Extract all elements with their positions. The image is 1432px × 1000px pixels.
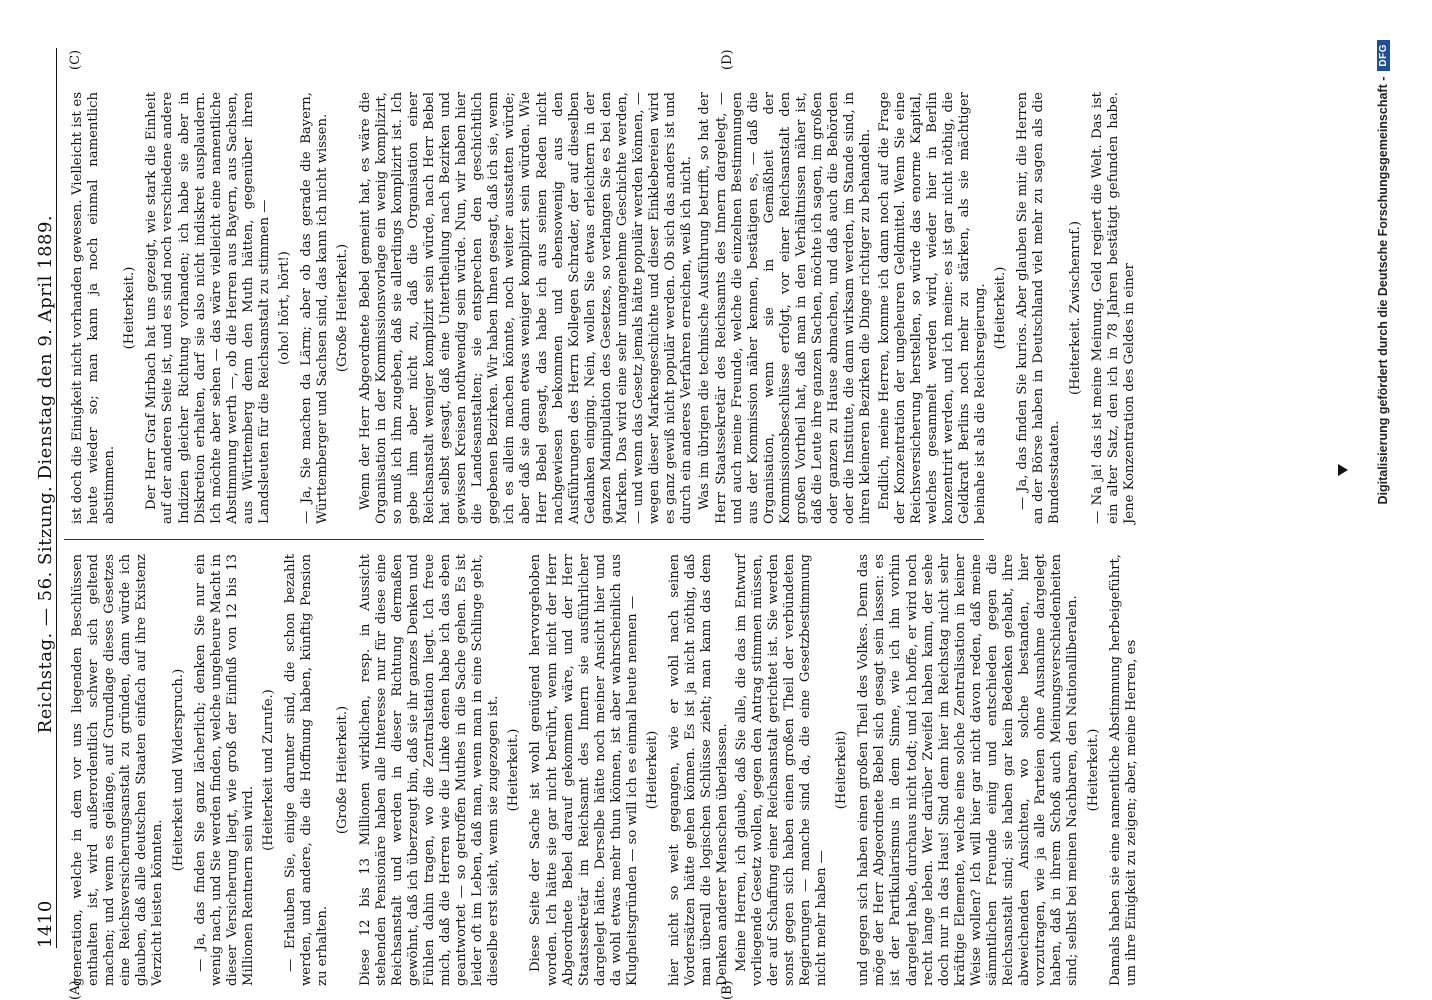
paragraph: — Erlauben Sie, einige darunter sind, die schon bezahlt werden, und andere, die die Hoffnung haben, künftig Pension zu erhalten. <box>283 554 331 986</box>
paragraph: hier nicht so weit gegangen, wie er wohl nach seinen Vordersätzen hätte gehen können. Es ist ja nicht nöthig, daß man überall die logischen Schlüsse zieht; man kann das dem Denken anderer Menschen überlassen. <box>667 554 731 986</box>
paragraph: — Ja, Sie machen da Lärm; aber ob das gerade die Bayern, Württemberger und Sachsen sind, das kann ich nicht wissen. <box>299 92 331 524</box>
digitization-text: Digitalisierung gefördert durch die Deutsche Forschungsgemeinschaft - <box>1376 76 1390 505</box>
dfg-logo: DFG <box>1377 40 1390 71</box>
page-number: 1410 <box>35 900 56 948</box>
paragraph: und gegen sich haben einen großen Theil des Volkes. Denn das möge der Herr Abgeordnete Bebel sich gesagt sein lassen: es ist der Partikularismus in dem Sinne, wie ich ihn vorhin dargelegt habe, durchaus nicht todt; und ich hoffe, er wird noch recht lange leben. Wer darüber Zweifel haben kann, der sehe doch nur in das Haus! Sind denn hier im Reichstag nicht sehr kräftige Elemente, welche eine solche Zentralisation in keiner Weise wollen? Ich will hier gar nicht davon reden, daß meine sämmtlichen Freunde einig und entschieden gegen die Reichsanstalt sind; sie haben gar kein Bedenken gehabt, ihre abweichenden Ansichten, wo solche bestanden, hier vorzutragen, wie ja alle Parteien ohne Ausnahme dargelegt haben, daß in ihrem Schoß auch Meinungsverschiedenheiten sind; selbst bei meinen Nachbaren, den Nationalliberalen. <box>856 554 1081 986</box>
right-column <box>70 92 1140 524</box>
margin-marker-c: (C) <box>68 49 83 70</box>
paragraph: Diese Seite der Sache ist wohl genügend hervorgehoben worden. Ich hätte sie gar nicht berührt, wenn nicht der Herr Abgeordnete Bebel darauf gekommen wäre, und der Herr Staatssekretär im Reichsamt des Innern sie ausführlicher dargelegt hätte. Derselbe hätte noch meiner Ansicht hier und da wohl etwas mehr thun können, ist aber wahrscheinlich aus Klugheitsgründen — so will ich es einmal heute nennen — <box>528 554 640 986</box>
running-head <box>30 48 57 948</box>
paragraph: ist doch die Einigkeit nicht vorhanden gewesen. Vielleicht ist es heute wieder so; man kann ja noch einmal namentlich abstimmen. <box>70 92 118 524</box>
paragraph: Endlich, meine Herren, komme ich dann noch auf die Frage der Konzentration der ungeheuren Geldmittel. Wenn Sie eine Reichsversicherung herstellen, so würde das enorme Kapital, welches gesammelt werden wird, wieder hier in Berlin konzentrirt werden, und ich meine: es ist gar nicht nöthig, die Geldkraft Berlins noch mehr zu stärken, als sie mächtiger beinahe ist als die Reichsregierung. <box>876 92 989 524</box>
stage-direction: (Große Heiterkeit.) <box>335 243 351 373</box>
margin-marker-b: (B) <box>720 980 735 1000</box>
stage-direction: (Heiterkeit) <box>645 730 661 810</box>
margin-marker-a: (A) <box>68 980 83 1000</box>
stage-direction: (Heiterkeit.) <box>1085 728 1101 812</box>
paragraph: Diese 12 bis 13 Millionen wirklichen, resp. in Aussicht stehenden Pensionäre haben alle Interesse nur für diese eine Reichsanstalt und werden in dieser Richtung dermaßen gewöhnt, daß ich überzeugt bin, daß sie ihr ganzes Denken und Fühlen dahin tragen, wo die Zentralstation liegt. Ich freue mich, daß die Herren wie die Linke denen habe ich das eben geantwortet — so getroffen Muthes in die Sache gehen. Es ist leider oft im Leben, daß man, wenn man in eine Schlinge geht, dieselbe erst sieht, wenn sie zugezogen ist. <box>357 554 502 986</box>
paragraph: Damals haben sie eine namentliche Abstimmung herbeigeführt, um ihre Einigkeit zu zeigen; aber, meine Herren, es <box>1107 554 1139 986</box>
stage-direction: (Heiterkeit und Zurufe.) <box>261 689 277 851</box>
paragraph: Was im übrigen die technische Ausführung betrifft, so hat der Herr Staatssekretär des Reichsamts des Innern dargelegt, — und auch meine Freunde, welche die einzelnen Bestimmungen aus der Kommission näher kennen, bestätigen es, — daß die Organisation, wenn sie in Gemäßheit der Kommissionsbeschlüsse erfolgt, vor einer Reichsanstalt den großen Vortheil hat, daß man in den Verhältnissen näher ist, daß die Leute ihre ganzen Sachen, möchte ich sagen, im großen oder ganzen zu Hause abmachen, und daß auch die Behörden oder die Institute, die dann wirksam werden, im Stande sind, in ihren kleineren Bezirken die Dinge richtiger zu behandeln. <box>697 92 874 524</box>
paragraph: Der Herr Graf Mirbach hat uns gezeigt, wie stark die Einheit auf der anderen Seite ist, und es sind noch verschiedene andere Indizien gleicher Richtung vorhanden; ich habe sie aber in Diskretion erhalten, darf sie also nicht indiskret ausplaudern. Ich möchte aber sehen — das wäre vielleicht eine namentliche Abstimmung werth —, ob die Herren aus Bayern, aus Sachsen, aus Württemberg denn den Muth hätten, gegenüber ihren Landsleuten für die Reichsanstalt zu stimmen — <box>144 92 273 524</box>
paragraph: Meine Herren, ich glaube, daß Sie alle, die das im Entwurf vorliegende Gesetz wollen, gegen den Antrag stimmen müssen, der auf Schaffung einer Reichsanstalt gerichtet ist. Sie werden sonst gegen sich haben einen großen Theil der verbündeten Regierungen — manche sind da, die eine Gesetzbestimmung nicht mehr haben — <box>733 554 830 986</box>
left-column <box>70 554 1142 986</box>
stage-direction: (Heiterkeit) <box>834 730 850 810</box>
paragraph: — Na ja! das ist meine Meinung. Geld regiert die Welt. Das ist ein alter Satz, den ich in 78 Jahren bestätigt gefunden habe. Jene Konzentration des Geldes in einer <box>1089 92 1137 524</box>
stage-direction: (oho! hört, hört!) <box>277 251 293 365</box>
page-edge-arrow-icon <box>1338 464 1348 476</box>
paragraph: Wenn der Herr Abgeordnete Bebel gemeint hat, es wäre die Organisation in der Kommissionsvorlage ein wenig komplizirt, so muß ich ihm zugeben, daß sie allerdings komplizirt ist. Ich gebe ihm aber nicht zu, daß die Organisation einer Reichsanstalt weniger komplizirt sein würde, nach Herr Bebel hat selbst gesagt, daß eine Untertheilung nach Bezirken und gewissen Kreisen nothwendig sein würde. Nun, wir haben hier die Landesanstalten; sie entsprechen den geschichtlich gegebenen Bezirken. Wir haben Ihnen gesagt, daß ich sie, wenn ich es allein machen könnte, noch weiter ausstatten würde; aber daß sie dann etwas weniger komplizirt sein würden. Wie Herr Bebel gesagt, das habe ich aus seinen Reden nicht nachgewiesen bekommen und ebensowenig aus den Ausführungen des Herrn Kollegen Schrader, der auf dieselben Gedanken einging. Nein, wollen Sie etwas erleichtern in der ganzen Manipulation des Gesetzes, so verlangen Sie es bei den Marken. Das wird eine sehr unangenehme Geschichte werden, — und wenn das Gesetz jemals hätte populär werden können, — wegen dieser Markengeschichte und dieser Einklebereien wird es ganz gewiß nicht populär werden. Ob sich das anders ist und durch ein anderes Verfahren erreichen, weiß ich nicht. <box>357 92 695 524</box>
paragraph: — Ja, das finden Sie kurios. Aber glauben Sie mir, die Herren an der Börse haben in Deutschland viel mehr zu sagen als die Bundesstaaten. <box>1015 92 1063 524</box>
margin-marker-d: (D) <box>720 49 735 70</box>
stage-direction: (Heiterkeit und Widerspruch.) <box>170 668 186 872</box>
column-divider <box>64 539 984 540</box>
stage-direction: (Heiterkeit.) <box>506 728 522 812</box>
stage-direction: (Heiterkeit.) <box>122 266 138 350</box>
stage-direction: (Heiterkeit.) <box>993 266 1009 350</box>
page-header-title: Reichstag. — 56. Sitzung. Dienstag den 9. April 1889. <box>35 214 56 734</box>
stage-direction: (Heiterkeit. Zwischenruf.) <box>1067 221 1083 395</box>
paragraph: generation, welche in dem vor uns liegenden Beschlüssen enthalten ist, wird außerordentlich schwer sich geltend machen; und wenn es gelänge, auf Grundlage dieses Gesetzes eine Reichsversicherungsanstalt zu gründen, dann würde ich glauben, daß alle deutschen Staaten einfach auf ihre Existenz Verzicht leisten könnten. <box>70 554 166 986</box>
digitization-credit <box>1368 0 1398 1000</box>
stage-direction: (Große Heiterkeit.) <box>335 705 351 835</box>
paragraph: — Ja, das finden Sie ganz lächerlich; denken Sie nur ein wenig nach, und Sie werden finden, welche ungeheure Macht in dieser Versicherung liegt, wie groß der Einfluß von 12 bis 13 Millionen Rentnern sein wird. <box>192 554 256 986</box>
